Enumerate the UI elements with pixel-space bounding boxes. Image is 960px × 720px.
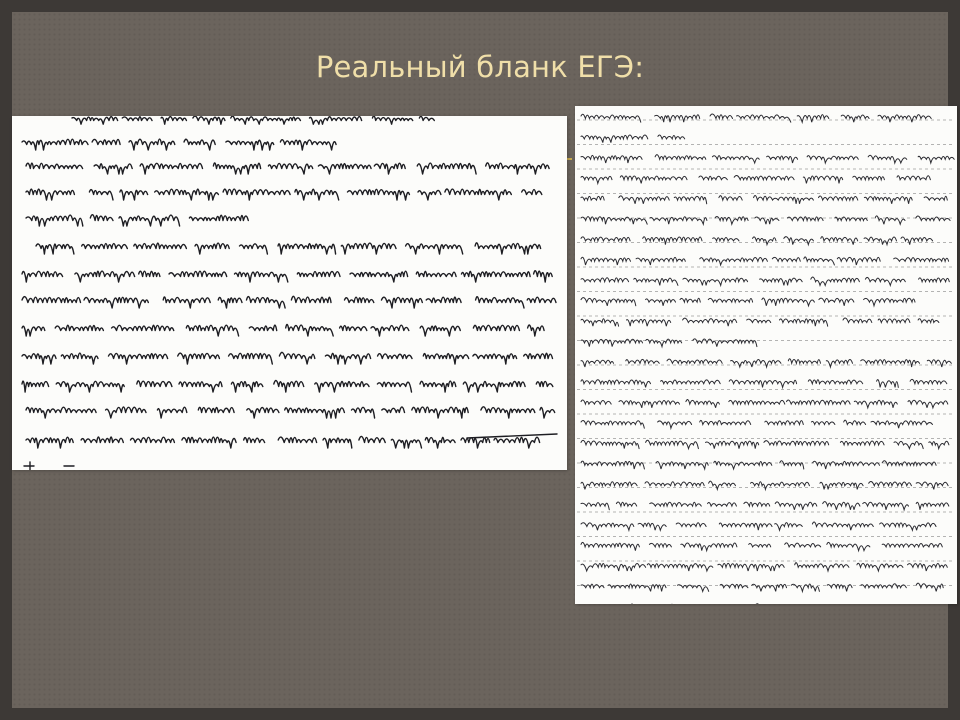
handwriting-line: [22, 352, 553, 364]
handwriting-line: [581, 481, 948, 489]
handwriting-line: [22, 296, 556, 308]
handwritten-answer-sheet-left: [12, 116, 567, 470]
handwriting-line: [581, 583, 943, 591]
handwriting-line: [26, 163, 549, 174]
handwritten-answer-sheet-right: [575, 106, 957, 604]
handwriting-line: [581, 400, 948, 408]
handwriting-line: [581, 135, 685, 143]
handwriting-line: [581, 522, 936, 530]
handwriting-line: [22, 324, 544, 336]
slide-title: Реальный бланк ЕГЭ:: [315, 50, 645, 84]
handwriting-line: [581, 379, 947, 387]
handwriting-line: [36, 243, 541, 254]
handwriting-line: [581, 196, 947, 204]
handwriting-line: [22, 271, 552, 282]
handwriting-line: [581, 359, 951, 367]
handwriting-line: [72, 116, 434, 124]
handwriting-line: [581, 318, 939, 326]
handwriting-line: [581, 257, 949, 265]
strike-through-mark: [467, 434, 557, 438]
handwriting-line: [581, 216, 950, 224]
edge-marks: [24, 462, 74, 470]
handwriting-line: [581, 175, 930, 183]
handwriting-line: [581, 339, 757, 347]
handwriting-line: [26, 436, 540, 448]
handwriting-line: [581, 542, 942, 550]
handwriting-line: [22, 380, 553, 392]
handwriting-line: [581, 563, 947, 571]
answer-sheet-image-left: [12, 116, 567, 470]
handwriting-line: [581, 277, 949, 285]
handwriting-line: [26, 215, 248, 226]
handwriting-line: [26, 189, 542, 200]
handwriting-line: [581, 298, 915, 306]
handwriting-line: [581, 155, 954, 163]
handwriting-line: [581, 237, 933, 245]
handwriting-line: [581, 114, 931, 122]
handwriting-line: [581, 440, 949, 448]
handwriting-line: [581, 461, 936, 469]
handwriting-line: [581, 420, 933, 428]
handwriting-line: [581, 502, 949, 510]
answer-sheet-image-right: [575, 106, 957, 604]
handwriting-line: [22, 139, 336, 150]
handwriting-line: [26, 407, 555, 418]
